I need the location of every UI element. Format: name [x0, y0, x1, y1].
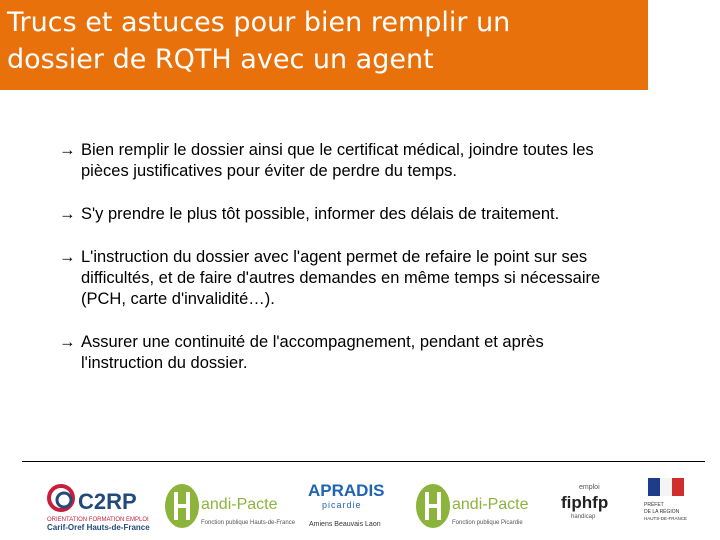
tip-item: [59, 332, 659, 374]
tip-item: [59, 204, 659, 225]
tips-list: [59, 140, 659, 396]
tip-text: [81, 204, 659, 225]
arrow-icon: →: [59, 205, 76, 223]
fiphfp-name: fiphfp: [561, 493, 609, 512]
prefet-line-3: HAUTS-DE-FRANCE: [644, 516, 688, 521]
tip-text-line: Bien remplir le dossier ainsi que le certificat médical, joindre toutes les: [81, 141, 594, 159]
tip-item: [59, 247, 659, 310]
tip-text-line: difficultés, et de faire d'autres demandes en même temps si nécessaire: [81, 269, 601, 287]
c2rp-logo: [44, 476, 156, 534]
tip-text-line: L'instruction du dossier avec l'agent permet de refaire le point sur ses: [81, 248, 588, 266]
handipacte-h-icon: [165, 484, 199, 528]
c2rp-tagline: ORIENTATION FORMATION EMPLOI: [47, 517, 149, 523]
arrow-icon: →: [59, 141, 76, 159]
tip-text: [81, 332, 659, 374]
marianne-flag-icon: [648, 478, 684, 496]
handipacte-picardie-logo: [414, 482, 529, 532]
c2rp-subtitle: Carif-Oref Hauts-de-France: [47, 523, 150, 532]
footer-divider: [22, 461, 705, 462]
title-banner: [0, 0, 648, 90]
apradis-cities: Amiens Beauvais Laon: [309, 521, 381, 528]
handipacte-name: andi-Pacte: [452, 496, 529, 513]
handipacte-h-icon: [416, 484, 450, 528]
handipacte-subtitle: Fonction publique Hauts-de-France: [201, 520, 296, 526]
tip-text-line: pièces justificatives pour éviter de perdre du temps.: [81, 162, 458, 180]
fiphfp-top-label: emploi: [579, 484, 600, 491]
prefet-line-1: PRÉFET: [644, 502, 664, 508]
tip-text: [81, 247, 659, 310]
c2rp-name: C2RP: [78, 489, 137, 514]
apradis-logo: [300, 478, 390, 532]
handipacte-name: andi-Pacte: [201, 496, 278, 513]
arrow-icon: →: [59, 248, 76, 266]
fiphfp-sub-label: handicap: [571, 514, 596, 520]
c2rp-circle-icon: [49, 486, 73, 510]
apradis-region: picardie: [322, 500, 362, 510]
handipacte-subtitle: Fonction publique Picardie: [452, 520, 523, 526]
page-title-line-1: Trucs et astuces pour bien remplir un: [7, 7, 511, 38]
prefet-line-2: DE LA RÉGION: [644, 509, 680, 515]
tip-text-line: (PCH, carte d'invalidité…).: [81, 290, 275, 308]
tip-item: [59, 140, 659, 182]
tip-text-line: l'instruction du dossier.: [81, 354, 248, 372]
tip-text: [81, 140, 659, 182]
tip-text-line: Assurer une continuité de l'accompagnement, pendant et après: [81, 333, 544, 351]
page-title-line-2: dossier de RQTH avec un agent: [7, 44, 434, 75]
arrow-icon: →: [59, 333, 76, 351]
handipacte-logo: [163, 482, 296, 532]
prefet-logo: [642, 476, 690, 534]
fiphfp-logo: [557, 480, 615, 532]
partner-logos: [0, 472, 720, 538]
tip-text-line: S'y prendre le plus tôt possible, informer des délais de traitement.: [81, 205, 560, 223]
apradis-name: APRADIS: [308, 481, 385, 500]
